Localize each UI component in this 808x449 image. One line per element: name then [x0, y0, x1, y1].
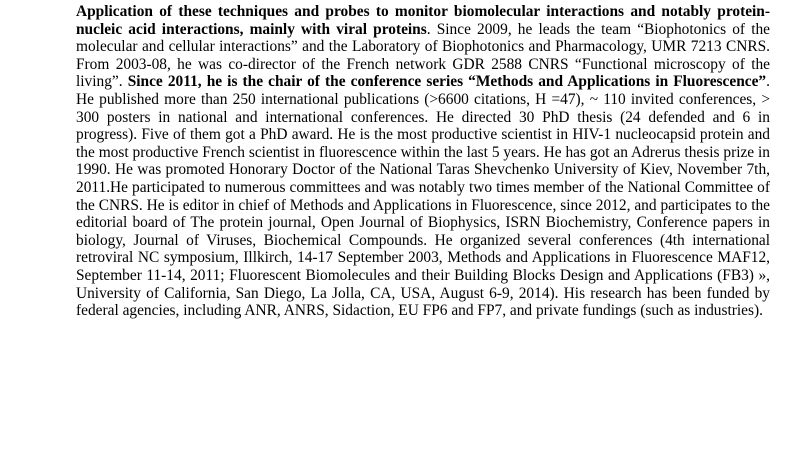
body-text-2: . He published more than 250 international publications (>6600 citations, H =47), ~ 110 invited conferences, > 300 posters in national and international conferences. He directed 30 PhD thesis (24 defended and 6 in progress). Five of them got a PhD award. He is the most productive scientist in HIV-1 nucleocapsid protein and the most productive French scientist in fluorescence within the last 5 years. He has got an Adrerus thesis prize in 1990. He was promoted Honorary Doctor of the National Taras Shevchenko University of Kiev, November 7th, 2011.He participated to numerous committees and was notably two times member of the National Committee of the CNRS. He is editor in chief of Methods and Applications in Fluorescence, since 2012, and participates to the editorial board of The protein journal, Open Journal of Biophysics, ISRN Biochemistry, Conference papers in biology, Journal of Viruses, Biochemical Compounds. He organized several conferences (4th international retroviral NC symposium, Illkirch, 14-17 September 2003, Methods and Applications in Fluorescence MAF12, September 11-14, 2011; Fluorescent Biomolecules and their Building Blocks Design and Applications (FB3) », University of California, San Diego, La Jolla, CA, USA, August 6-9, 2014). His research has been funded by federal agencies, including ANR, ANRS, Sidaction, EU FP6 and FP7, and private fundings (such as industries).: [76, 73, 770, 320]
bold-chair-text: Since 2011, he is the chair of the conference series “Methods and Applications in Fluorescence”: [127, 73, 767, 91]
bold-intro-text: Application of these techniques and probes to monitor biomolecular interactions and notably protein-nucleic acid interactions, mainly with viral proteins: [76, 3, 770, 38]
document-page: [76, 3, 770, 320]
biography-paragraph: [76, 3, 770, 320]
body-text-1: . Since 2009, he leads the team “Biophotonics of the molecular and cellular interactions” and the Laboratory of Biophotonics and Pharmacology, UMR 7213 CNRS. From 2003-08, he was co-director of the French network GDR 2588 CNRS “Functional microscopy of the living”.: [76, 20, 770, 91]
